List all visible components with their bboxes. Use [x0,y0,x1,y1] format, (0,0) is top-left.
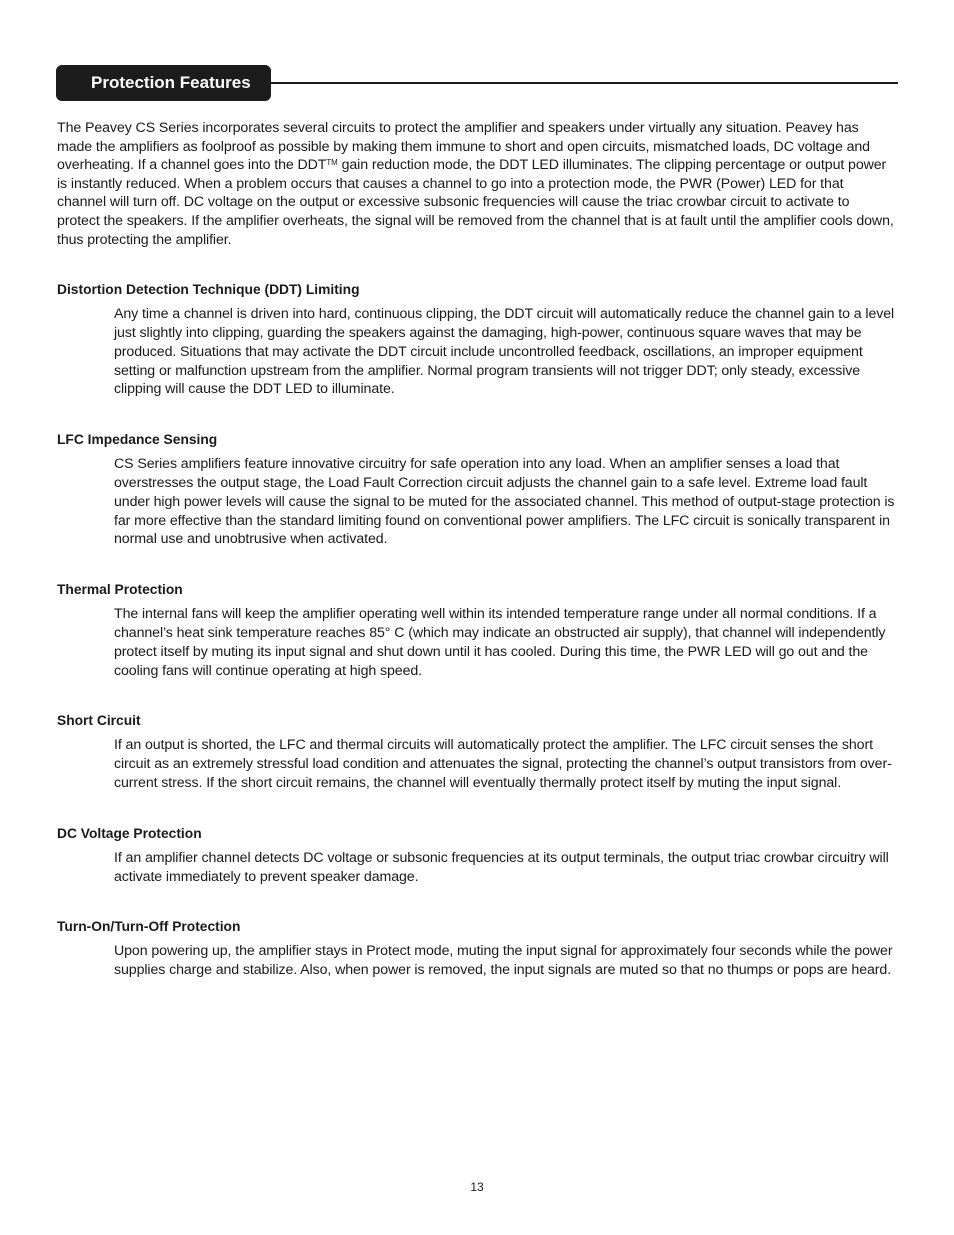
section-heading: DC Voltage Protection [57,825,202,841]
section-body: CS Series amplifiers feature innovative circuitry for safe operation into any load. When an amplifier senses a load that overstresses the output stage, the Load Fault Correction circuit adjusts the channel gain to a safe level. Extreme load fault under high power levels will cause the signal to be muted for the associated channel. This method of output-stage protection is far more effective than the standard limiting found on conventional power amplifiers. The LFC circuit is sonically transparent in normal use and unobtrusive when activated. [114,456,895,548]
section-body: Upon powering up, the amplifier stays in Protect mode, muting the input signal for approximately four seconds while the power supplies charge and stabilize. Also, when power is removed, the input signals are muted so that no thumps or pops are heard. [114,943,893,979]
section-body: The internal fans will keep the amplifier operating well within its intended temperature range under all normal conditions. If a channel’s heat sink temperature reaches 85° C (which may indicate an obstructed air supply), that channel will independently protect itself by muting its input signal and shut down until it has cooled. During this time, the PWR LED will go out and the cooling fans will continue operating at high speed. [114,606,886,679]
section-body: Any time a channel is driven into hard, continuous clipping, the DDT circuit will automatically reduce the channel gain to a level just slightly into clipping, guarding the speakers against the damaging, high-power, continuous square waves that may be produced. Situations that may activate the DDT circuit include uncontrolled feedback, oscillations, an improper equipment setting or malfunction upstream from the amplifier. Normal program transients will not trigger DDT; only steady, excessive clipping will cause the DDT LED to illuminate. [114,306,895,398]
section-heading: Thermal Protection [57,582,183,598]
section-heading: Distortion Detection Technique (DDT) Limiting [57,282,360,298]
section-title-tab: Protection Features [56,65,271,101]
section-body: If an output is shorted, the LFC and thermal circuits will automatically protect the amplifier. The LFC circuit senses the short circuit as an extremely stressful load condition and attenuates the signal, protecting the channel’s output transistors from over-current stress. If the short circuit remains, the channel will eventually thermally protect itself by muting the input signal. [114,737,892,791]
section-heading: Short Circuit [57,713,141,729]
trademark-mark: TM [326,158,338,168]
intro-text-part1: The Peavey CS Series incorporates several circuits to protect the amplifier and speakers under virtually any situation. Peavey has made the amplifiers as foolproof as possible by making them immune to short and open circuits, mismatched loads, DC voltage and overheating. If a channel goes into the DDT [57,120,870,174]
section-thermal-protection [57,581,895,680]
section-ddt-limiting [57,281,895,399]
section-heading: LFC Impedance Sensing [57,432,218,448]
section-short-circuit [57,712,895,792]
section-dc-voltage-protection [57,825,895,887]
intro-paragraph [57,119,895,249]
intro-text-part2: gain reduction mode, the DDT LED illuminates. The clipping percentage or output power is instantly reduced. When a problem occurs that causes a channel to go into a protection mode, the PWR (Power) LED for that channel will turn off. DC voltage on the output or excessive subsonic frequencies will cause the triac crowbar circuit to activate to protect the speakers. If the amplifier overheats, the signal will be removed from the channel that is at fault until the amplifier cools down, thus protecting the amplifier. [57,157,894,248]
section-header [56,65,898,101]
page-number: 13 [470,1180,484,1194]
section-lfc-impedance-sensing [57,431,895,549]
section-turn-on-off-protection [57,918,895,980]
page-content [57,119,895,980]
section-body: If an amplifier channel detects DC voltage or subsonic frequencies at its output terminals, the output triac crowbar circuitry will activate immediately to prevent speaker damage. [114,849,889,885]
header-rule [271,82,898,84]
section-heading: Turn-On/Turn-Off Protection [57,919,241,935]
